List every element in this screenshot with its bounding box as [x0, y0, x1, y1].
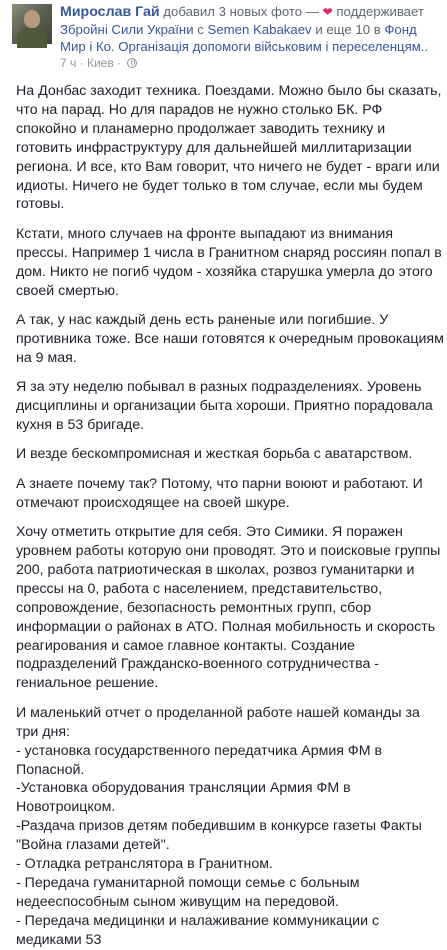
report-item: - Передача гуманитарной помощи семье с больным недееспособным сыном живущим на передовой.	[16, 874, 360, 910]
heart-icon: ❤	[322, 5, 333, 19]
author-avatar[interactable]	[12, 4, 52, 44]
group-link-zsu[interactable]: Збройні Сили України	[60, 22, 194, 37]
post-paragraph: Хочу отметить открытие для себя. Это Симики. Я поражен уровнем работы которую они проводят. Это и поисковые группы 200, работа патриотическая в школах, розвоз гуманитарки и прессы на 0, работа с населением, представительство, сопровождение, безопасность ремонтных групп, сбор информации о районах в АТО. Полная мобильность и скорость реагирования и самое главное контакты. Создание подразделений Гражданско-военного сотрудничества - гениальное решение.	[16, 524, 441, 692]
author-name-link[interactable]: Мирослав Гай	[60, 4, 160, 20]
post-paragraph: На Донбас заходит техника. Поездами. Можно было бы сказать, что на парад. Но для парадов не нужно столько БК. РФ спокойно и планамерно продолжает заводить технику и готовить инфраструктуру для дальнейшей миллитаризации региона. И все, кто Вам говорит, что ничего не будет - враги или идиоты. Ничего не будет только в том случае, если мы будем готовы.	[16, 83, 442, 213]
in-label: в	[373, 22, 381, 37]
post-time-link[interactable]: 7 ч	[60, 56, 77, 70]
meta-separator: ·	[117, 56, 122, 70]
post-paragraph: Я за эту неделю побывал в разных подразделениях. Уровень дисциплины и организации быта хороши. Приятно порадовала кухня в 53 бригаде.	[16, 379, 433, 433]
avatar-head-shape	[24, 10, 40, 28]
post-paragraph: Кстати, много случаев на фронте выпадают из внимания прессы. Например 1 числа в Гранитном снаряд россиян попал в дом. Никто не погиб чудом - хозяйка старушка умерла до этого своей смертью.	[16, 225, 442, 299]
post-header	[0, 0, 447, 80]
post-meta	[60, 56, 137, 70]
post-paragraph: И везде бескомпромисная и жесткая борьба с аватарством.	[16, 446, 413, 463]
post-paragraph: А так, у нас каждый день есть раненые или погибшие. У противника тоже. Все наши готовятся к очередным провокациям на 9 мая.	[16, 311, 444, 366]
report-item: - установка государственного передатчика Армия ФМ в Попасной.	[16, 742, 382, 778]
post-location-link[interactable]: Киев	[86, 56, 114, 70]
group-link-fund[interactable]: Фонд Мир і Ко. Організація допомоги військовим і переселенцям..	[60, 22, 429, 54]
tagged-person-link[interactable]: Semen Kabakaev	[207, 22, 312, 37]
post-header-text	[60, 3, 445, 55]
globe-icon[interactable]	[127, 58, 137, 68]
action-text: добавил 3 новых фото —	[163, 4, 319, 19]
post-body	[16, 82, 445, 950]
report-item: -Установка оборудования трансляции Армия ФМ в Новотроицком.	[16, 780, 351, 816]
report-item: -Раздача призов детям победившим в конкурсе газеты Факты "Война глазами детей".	[16, 818, 422, 854]
and-more-link[interactable]: и еще 10	[315, 22, 371, 37]
report-item: - Передача медицинки и налаживание коммуникации с медиками 53	[16, 912, 380, 948]
with-label: с	[197, 22, 204, 37]
report-item: - Отладка ретранслятора в Гранитном.	[16, 856, 273, 873]
meta-separator: ·	[79, 56, 84, 70]
post-paragraph: А знаете почему так? Потому, что парни воюют и работают. И отмечают происходящее на своей шкуре.	[16, 475, 423, 511]
report-intro: И маленький отчет о проделанной работе нашей команды за три дня:	[16, 704, 420, 740]
avatar-body-shape	[17, 28, 47, 48]
supports-label: поддерживает	[336, 4, 424, 19]
